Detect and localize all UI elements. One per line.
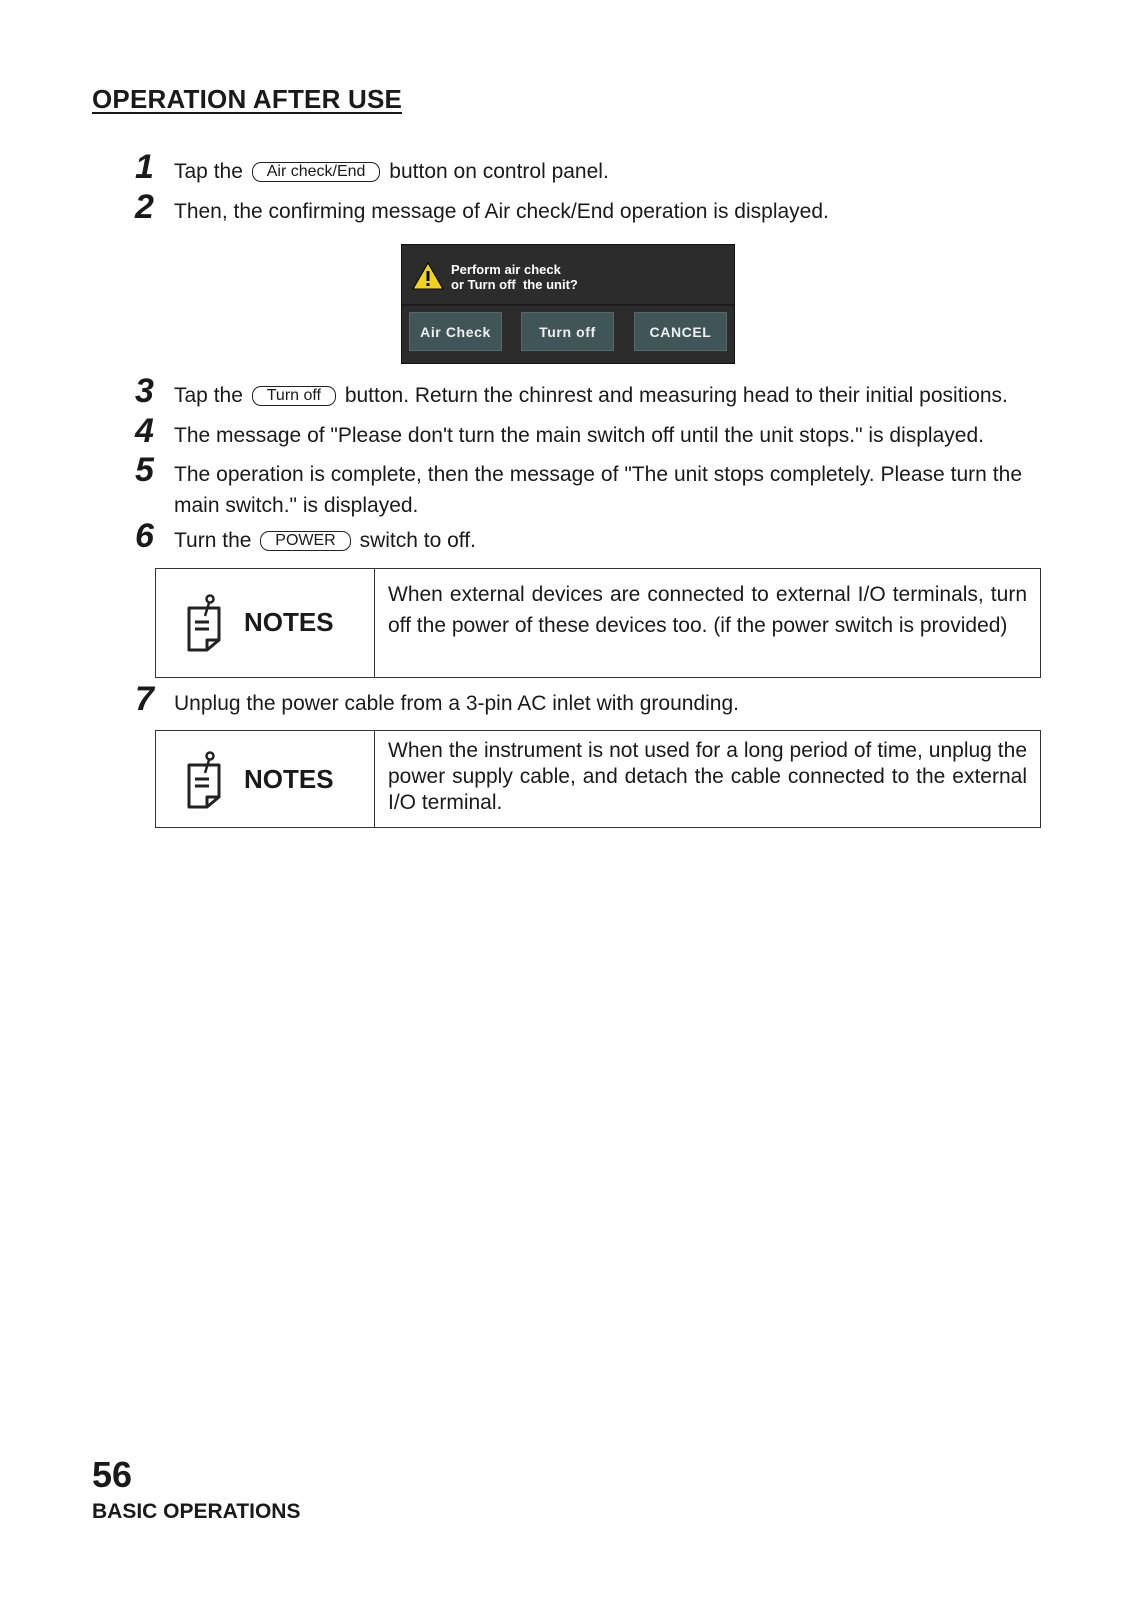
step-text-pre: Turn the	[174, 529, 252, 552]
step-text	[174, 525, 476, 556]
notes-label-cell	[156, 569, 375, 677]
notes-text: When the instrument is not used for a long period of time, unplug the power supply cable, and detach the cable connected to the external I/O terminal.	[388, 739, 1027, 814]
dialog-message-line-2: or Turn off the unit?	[451, 277, 578, 292]
step-number: 1	[135, 148, 154, 186]
dialog-message-line-1: Perform air check	[451, 262, 561, 277]
dialog-divider	[402, 304, 734, 306]
step-text-pre: Tap the	[174, 384, 243, 407]
step-text-post: switch to off.	[359, 529, 476, 552]
notes-label: NOTES	[244, 607, 334, 637]
section-title: BASIC OPERATIONS	[92, 1500, 301, 1523]
notes-text: When external devices are connected to external I/O terminals, turn off the power of these devices too. (if the power switch is provided)	[388, 583, 1027, 637]
step-text-pre: Tap the	[174, 160, 243, 183]
cancel-button[interactable]: CANCEL	[634, 312, 727, 351]
step-text: The message of "Please don't turn the main switch off until the unit stops." is displayed.	[174, 424, 984, 447]
confirm-dialog	[401, 244, 735, 364]
step-number: 2	[135, 188, 154, 226]
step-text-post: button on control panel.	[389, 160, 609, 183]
step-number: 6	[135, 517, 154, 555]
step-text: The operation is complete, then the message of "The unit stops completely. Please turn the main switch." is displayed.	[174, 463, 1022, 517]
air-check-button[interactable]: Air Check	[409, 312, 502, 351]
notes-label-cell	[156, 731, 375, 827]
step-text	[174, 156, 609, 187]
step-text-post: button. Return the chinrest and measuring head to their initial positions.	[344, 384, 1008, 407]
page-heading: OPERATION AFTER USE	[92, 84, 403, 114]
notes-label: NOTES	[244, 764, 334, 794]
step-number: 3	[135, 372, 154, 410]
step-number: 4	[135, 412, 154, 450]
notes-box-1	[155, 568, 1041, 678]
page-number: 56	[92, 1454, 133, 1495]
turn-off-button-label: Turn off	[252, 386, 336, 406]
air-check-end-button-label: Air check/End	[252, 162, 381, 182]
dialog-message	[451, 262, 578, 292]
turn-off-button[interactable]: Turn off	[521, 312, 614, 351]
step-text: Unplug the power cable from a 3-pin AC inlet with grounding.	[174, 692, 739, 715]
step-text	[174, 380, 1008, 411]
power-button-label: POWER	[260, 531, 350, 551]
notes-pin-icon	[185, 594, 223, 652]
notes-pin-icon	[185, 751, 223, 809]
step-number: 7	[135, 680, 154, 718]
warning-triangle-icon	[412, 261, 444, 291]
notes-box-2	[155, 730, 1041, 828]
step-number: 5	[135, 451, 154, 489]
step-text: Then, the confirming message of Air check/End operation is displayed.	[174, 200, 829, 223]
